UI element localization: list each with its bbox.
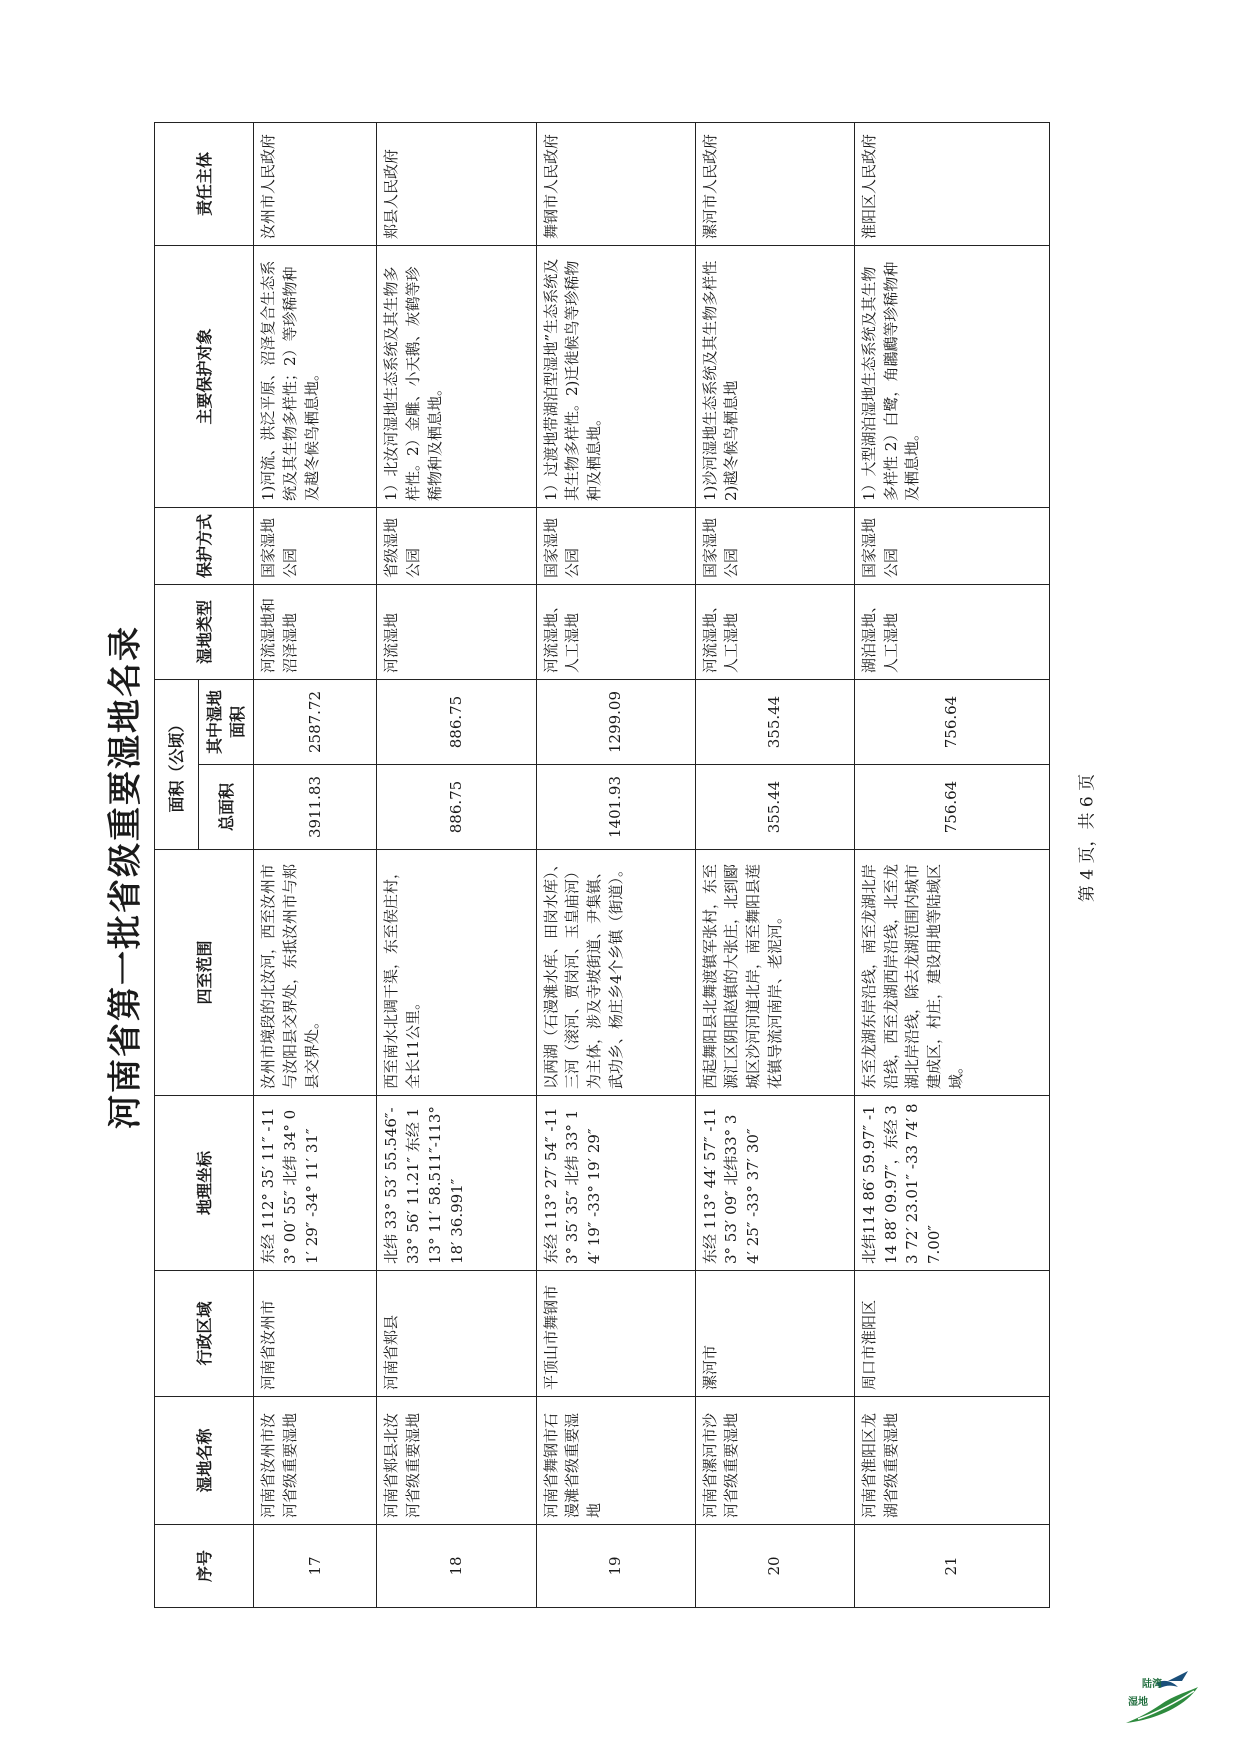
cell-no: 21	[854, 1524, 1049, 1607]
table-row	[254, 122, 377, 1607]
cell-area-part: 1299.09	[536, 679, 695, 764]
cell-no: 17	[254, 1524, 377, 1607]
cell-area-total: 886.75	[377, 764, 536, 849]
cell-range: 西至南水北调干渠，东至侯庄村，全长11公里。	[377, 849, 536, 1095]
cell-region: 平顶山市舞钢市	[536, 1270, 695, 1396]
cell-range: 西起舞阳县北舞渡镇军张村，东至源汇区阴阳赵镇的大张庄，北到郾城区沙河河道北岸，南至舞阳县莲花镇导流河南岸、老泥河。	[695, 849, 854, 1095]
cell-no: 20	[695, 1524, 854, 1607]
cell-name: 河南省漯河市沙河省级重要湿地	[695, 1396, 854, 1524]
cell-type: 湖泊湿地、人工湿地	[854, 584, 1049, 679]
table-row	[695, 122, 854, 1607]
cell-area-part: 355.44	[695, 679, 854, 764]
bird-leaf-icon	[1098, 1661, 1206, 1731]
cell-method: 国家湿地公园	[254, 507, 377, 584]
header-owner: 责任主体	[155, 122, 254, 245]
cell-no: 19	[536, 1524, 695, 1607]
cell-coords: 东经 113° 44′ 57″ -113° 53′ 09″ 北纬33° 34′ 25″ -33° 37′ 30″	[695, 1095, 854, 1270]
cell-object: 1)沙河湿地生态系统及其生物多样性 2)越冬候鸟栖息地	[695, 245, 854, 507]
table-row	[377, 122, 536, 1607]
cell-owner: 淮阳区人民政府	[854, 122, 1049, 245]
wetland-logo	[1098, 1661, 1206, 1731]
cell-no: 18	[377, 1524, 536, 1607]
cell-object: 1）过渡地带湖泊型湿地”生态系统及其生物多样性。2)迁徙候鸟等珍稀物种及栖息地。	[536, 245, 695, 507]
cell-area-part: 886.75	[377, 679, 536, 764]
page-title: 河南省第一批省级重要湿地名录	[105, 624, 146, 1129]
cell-object: 1)河流、洪泛平原、沼泽复合生态系统及其生物多样性；2）等珍稀物种及越冬候鸟栖息地。	[254, 245, 377, 507]
cell-area-total: 355.44	[695, 764, 854, 849]
cell-region: 周口市淮阳区	[854, 1270, 1049, 1396]
cell-method: 省级湿地公园	[377, 507, 536, 584]
cell-coords: 北纬 33° 53′ 55.546″-33° 56′ 11.21″ 东经 113° 11′ 58.511″-113° 18′ 36.991″	[377, 1095, 536, 1270]
logo-text-top: 陆湾	[1142, 1679, 1162, 1690]
cell-name: 河南省汝州市汝河省级重要湿地	[254, 1396, 377, 1524]
cell-area-total: 3911.83	[254, 764, 377, 849]
cell-object: 1）北汝河湿地生态系统及其生物多样性。2）金雕、小天鹅、灰鹤等珍稀物种及栖息地。	[377, 245, 536, 507]
header-area-total: 总面积	[199, 764, 254, 849]
cell-region: 河南省郏县	[377, 1270, 536, 1396]
cell-range: 汝州市境段的北汝河，西至汝州市与汝阳县交界处，东抵汝州市与郏县交界处。	[254, 849, 377, 1095]
table-row	[854, 122, 1049, 1607]
header-type: 湿地类型	[155, 584, 254, 679]
cell-type: 河流湿地和沼泽湿地	[254, 584, 377, 679]
cell-method: 国家湿地公园	[695, 507, 854, 584]
cell-method: 国家湿地公园	[854, 507, 1049, 584]
header-range: 四至范围	[155, 849, 254, 1095]
cell-owner: 汝州市人民政府	[254, 122, 377, 245]
table-row	[536, 122, 695, 1607]
header-area-part: 其中湿地面积	[199, 679, 254, 764]
cell-region: 河南省汝州市	[254, 1270, 377, 1396]
cell-range: 以两湖（石漫滩水库、田岗水库）、三河（滚河、贾岗河、玉皇庙河）为主体，涉及寺坡街道、尹集镇、武功乡、杨庄乡4个乡镇（街道）。	[536, 849, 695, 1095]
cell-name: 河南省舞钢市石漫滩省级重要湿地	[536, 1396, 695, 1524]
cell-coords: 北纬114 86′ 59.97″ -114 88′ 09.97″，东经 33 72′ 23.01″ -33 74′ 87.00″	[854, 1095, 1049, 1270]
cell-name: 河南省郏县北汝河省级重要湿地	[377, 1396, 536, 1524]
cell-object: 1）大型湖泊湿地生态系统及其生物多样性 2）白鹭，角鸊鷉等珍稀物种及栖息地。	[854, 245, 1049, 507]
cell-type: 河流湿地、人工湿地	[695, 584, 854, 679]
header-coords: 地理坐标	[155, 1095, 254, 1270]
cell-type: 河流湿地、人工湿地	[536, 584, 695, 679]
header-no: 序号	[155, 1524, 254, 1607]
header-name: 湿地名称	[155, 1396, 254, 1524]
cell-range: 东至龙湖东岸沿线，南至龙湖北岸沿线，西至龙湖西岸沿线，北至龙湖北岸沿线，除去龙湖范围内城市建成区，村庄，建设用地等陆域区域。	[854, 849, 1049, 1095]
page-footer: 第 4 页，共 6 页	[1077, 773, 1098, 903]
cell-method: 国家湿地公园	[536, 507, 695, 584]
wetland-table	[154, 121, 1050, 1607]
cell-area-part: 2587.72	[254, 679, 377, 764]
cell-coords: 东经 113° 27′ 54″ -113° 35′ 35″ 北纬 33° 14′ 19″ -33° 19′ 29″	[536, 1095, 695, 1270]
header-method: 保护方式	[155, 507, 254, 584]
cell-owner: 舞钢市人民政府	[536, 122, 695, 245]
cell-name: 河南省淮阳区龙湖省级重要湿地	[854, 1396, 1049, 1524]
logo-text-bottom: 湿地	[1128, 1697, 1148, 1708]
header-object: 主要保护对象	[155, 245, 254, 507]
cell-type: 河流湿地	[377, 584, 536, 679]
cell-area-total: 756.64	[854, 764, 1049, 849]
cell-region: 漯河市	[695, 1270, 854, 1396]
cell-owner: 漯河市人民政府	[695, 122, 854, 245]
table-container	[154, 122, 1050, 1607]
cell-coords: 东经 112° 35′ 11″ -113° 00′ 55″ 北纬 34° 01′ 29″ -34° 11′ 31″	[254, 1095, 377, 1270]
cell-area-total: 1401.93	[536, 764, 695, 849]
header-region: 行政区域	[155, 1270, 254, 1396]
cell-area-part: 756.64	[854, 679, 1049, 764]
header-area-group: 面积（公顷）	[155, 679, 199, 849]
cell-owner: 郏县人民政府	[377, 122, 536, 245]
